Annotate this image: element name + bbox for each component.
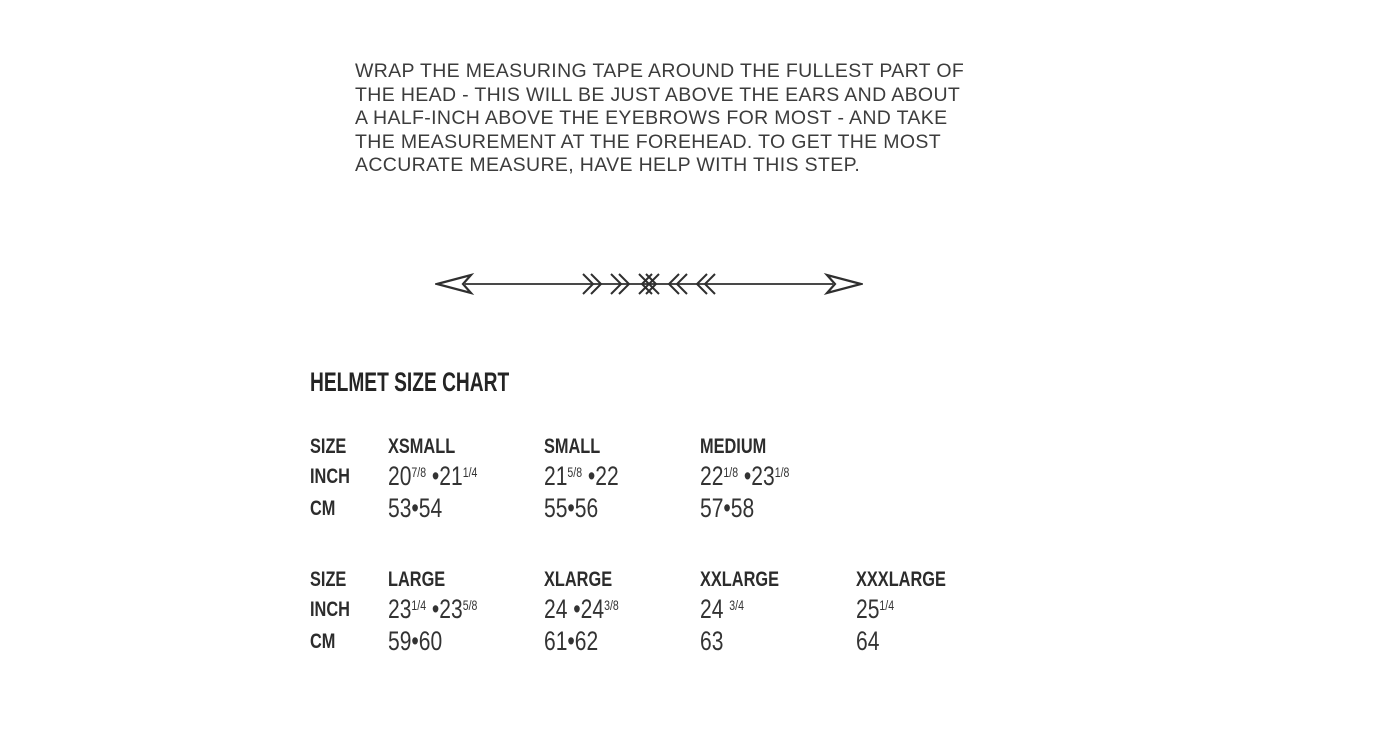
- size-name-xxlarge: XXLARGE: [700, 567, 779, 591]
- cm-value-xlarge: 61•62: [544, 626, 599, 656]
- size-name-xlarge: XLARGE: [544, 567, 613, 591]
- inch-value-xxxlarge: $25^{1/4}$: [856, 594, 895, 624]
- size-name-xsmall: XSMALL: [388, 434, 456, 458]
- cm-value-xxlarge: 63: [700, 626, 724, 656]
- size-table-upper: [310, 432, 1110, 528]
- size-table-lower: [310, 565, 1110, 661]
- size-chart-title: [310, 367, 591, 398]
- size-chart-title-text: HELMET SIZE CHART: [310, 367, 510, 397]
- inch-row-label: INCH: [310, 597, 350, 621]
- cm-row-label: CM: [310, 629, 336, 653]
- cm-value-small: 55•56: [544, 493, 599, 523]
- cm-row-label: CM: [310, 496, 336, 520]
- size-name-medium: MEDIUM: [700, 434, 767, 458]
- measuring-instructions: [355, 60, 995, 178]
- inch-value-xxlarge: 24 $^{3/4}$: [700, 594, 744, 624]
- inch-value-medium: $22^{1/8}$ $•23^{1/8}$: [700, 461, 790, 491]
- size-name-small: SMALL: [544, 434, 601, 458]
- instructions-line-1: WRAP THE MEASURING TAPE AROUND THE FULLEST PART OF: [355, 60, 965, 82]
- size-name-xxxlarge: XXXLARGE: [856, 567, 946, 591]
- size-name-large: LARGE: [388, 567, 446, 591]
- cm-value-xxxlarge: 64: [856, 626, 880, 656]
- inch-value-xsmall: $20^{7/8}$ $•21^{1/4}$: [388, 461, 478, 491]
- size-row-label: SIZE: [310, 567, 347, 591]
- instructions-line-2: THE HEAD - THIS WILL BE JUST ABOVE THE EARS AND ABOUT: [355, 83, 961, 106]
- cm-value-large: 59•60: [388, 626, 443, 656]
- inch-value-large: $23^{1/4}$ $•23^{5/8}$: [388, 594, 478, 624]
- size-row-label: SIZE: [310, 434, 347, 458]
- inch-value-xlarge: 24 $•24^{3/8}$: [544, 594, 619, 624]
- cm-value-medium: 57•58: [700, 493, 755, 523]
- arrow-divider-icon: [435, 269, 863, 299]
- inch-row-label: INCH: [310, 464, 350, 488]
- instructions-line-3: A HALF-INCH ABOVE THE EYEBROWS FOR MOST - AND TAKE: [355, 107, 948, 130]
- instructions-line-4: THE MEASUREMENT AT THE FOREHEAD. TO GET THE MOST: [355, 130, 942, 153]
- inch-value-small: $21^{5/8}$ •22: [544, 461, 619, 491]
- cm-value-xsmall: 53•54: [388, 493, 443, 523]
- instructions-line-5: ACCURATE MEASURE, HAVE HELP WITH THIS STEP.: [355, 154, 861, 177]
